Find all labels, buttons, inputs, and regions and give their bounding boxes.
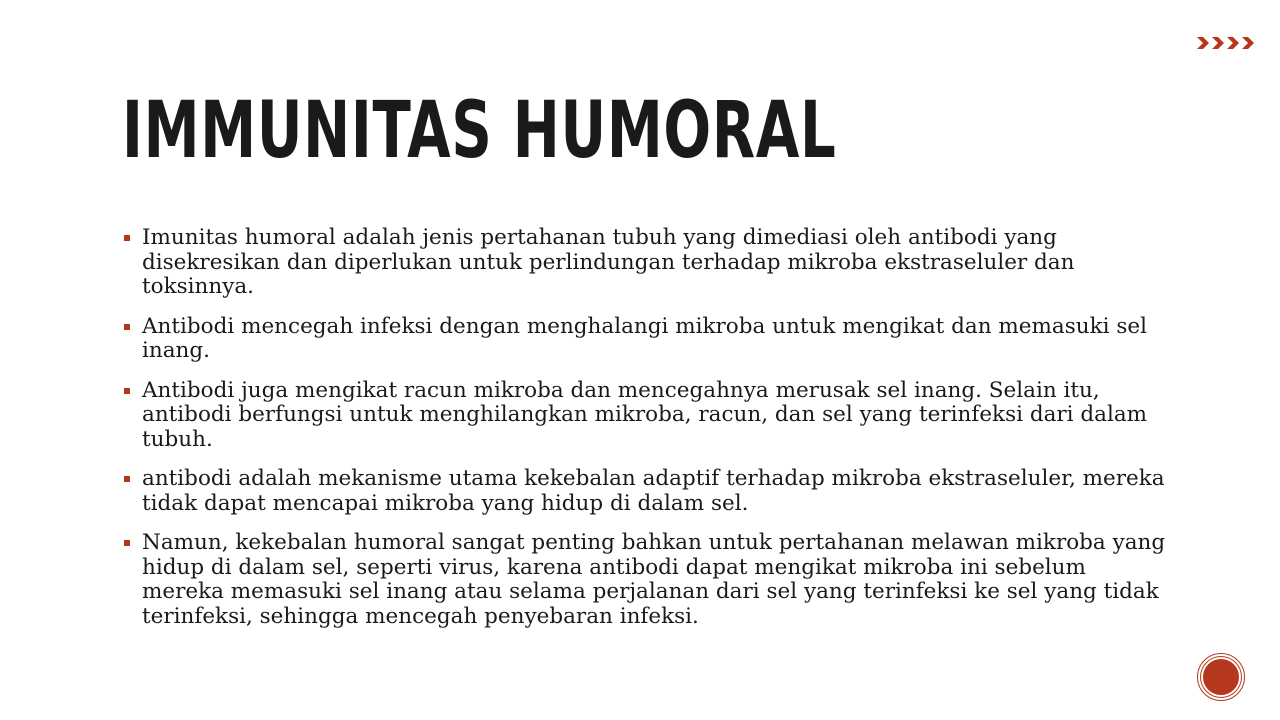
bullet-item bbox=[122, 315, 1172, 364]
slide-title: IMMUNITAS HUMORAL bbox=[122, 86, 837, 176]
circle-button-icon bbox=[1201, 657, 1241, 697]
bullet-item bbox=[122, 531, 1172, 629]
square-bullet-icon bbox=[124, 540, 130, 546]
top-decoration bbox=[1196, 36, 1255, 50]
bullet-text: antibodi adalah mekanisme utama kekebalan adaptif terhadap mikroba ekstraseluler, mereka tidak dapat mencapai mikroba yang hidup di dalam sel. bbox=[142, 466, 1165, 516]
bullet-item bbox=[122, 379, 1172, 453]
bullet-text: Antibodi juga mengikat racun mikroba dan mencegahnya merusak sel inang. Selain itu, antibodi berfungsi untuk menghilangkan mikroba, racun, dan sel yang terinfeksi dari dalam tubuh. bbox=[142, 377, 1148, 452]
bullet-item bbox=[122, 226, 1172, 300]
bullet-text: Imunitas humoral adalah jenis pertahanan tubuh yang dimediasi oleh antibodi yang disekresikan dan diperlukan untuk perlindungan terhadap mikroba ekstraseluler dan toksinnya. bbox=[142, 225, 1075, 299]
chevron-right-icon bbox=[1211, 36, 1225, 50]
next-slide-button[interactable] bbox=[1197, 653, 1245, 701]
square-bullet-icon bbox=[124, 388, 130, 394]
square-bullet-icon bbox=[124, 235, 130, 241]
chevron-right-icon bbox=[1226, 36, 1240, 50]
square-bullet-icon bbox=[124, 324, 130, 330]
bullet-list bbox=[122, 226, 1172, 644]
chevron-right-icon bbox=[1241, 36, 1255, 50]
bullet-text: Antibodi mencegah infeksi dengan menghalangi mikroba untuk mengikat dan memasuki sel inang. bbox=[142, 313, 1147, 363]
chevron-right-icon bbox=[1196, 36, 1210, 50]
bullet-text: Namun, kekebalan humoral sangat penting bahkan untuk pertahanan melawan mikroba yang hidup di dalam sel, seperti virus, karena antibodi dapat mengikat mikroba ini sebelum mereka memasuki sel inang atau selama perjalanan dari sel yang terinfeksi ke sel yang tidak terinfeksi, sehingga mencegah penyebaran infeksi. bbox=[142, 530, 1166, 629]
bullet-item bbox=[122, 467, 1172, 516]
square-bullet-icon bbox=[124, 476, 130, 482]
